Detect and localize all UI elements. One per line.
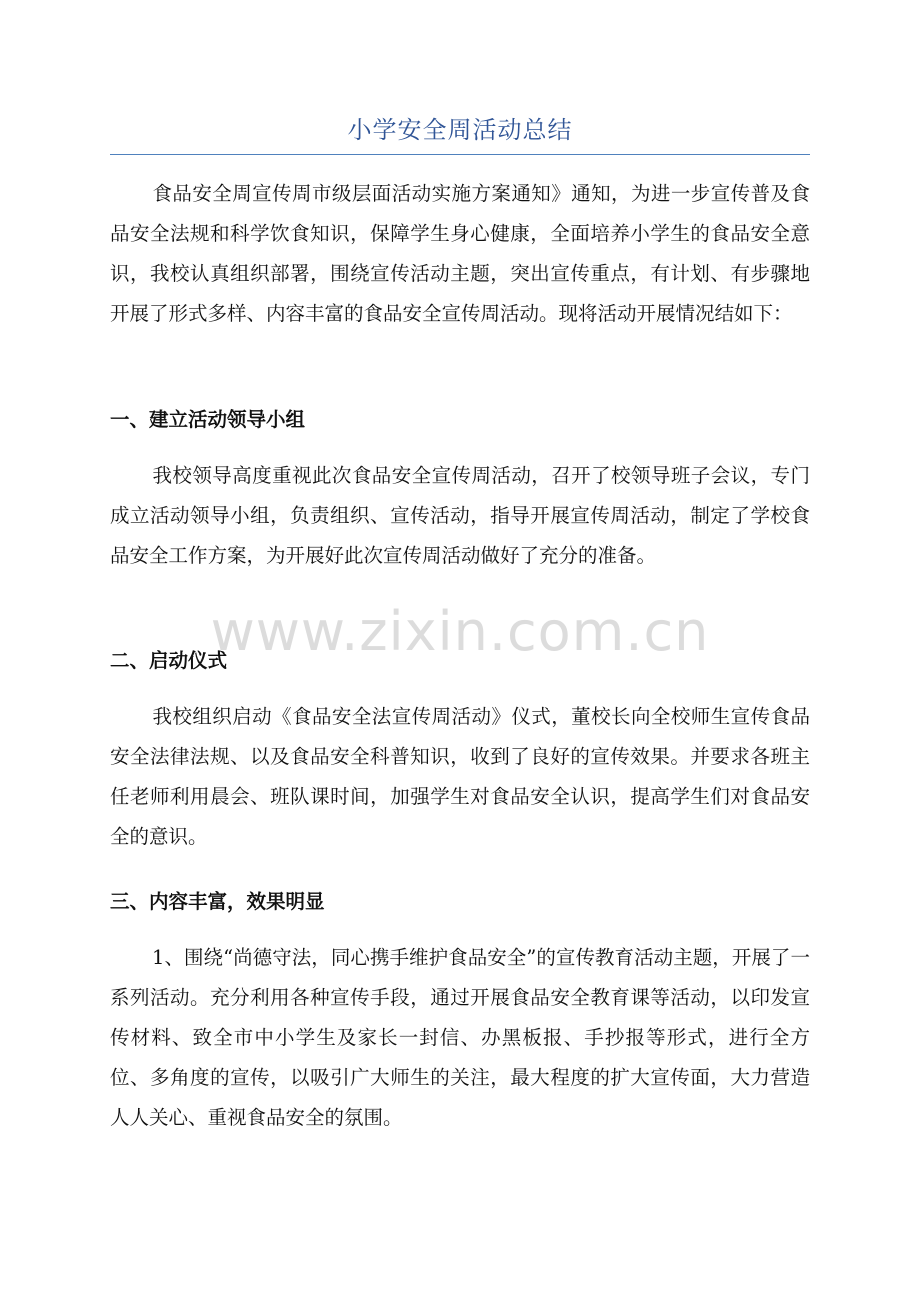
title-underline — [110, 154, 810, 155]
section-heading-2: 二、启动仪式 — [110, 649, 228, 672]
intro-paragraph — [110, 174, 810, 334]
section-body-1 — [110, 456, 810, 576]
section-heading-3: 三、内容丰富，效果明显 — [110, 890, 325, 913]
section-body-3 — [110, 938, 810, 1138]
section-text-2: 我校组织启动《食品安全法宣传周活动》仪式，董校长向全校师生宣传食品安全法律法规、以及食品安全科普知识，收到了良好的宣传效果。并要求各班主任老师利用晨会、班队课时间，加强学生对食品安全认识，提高学生们对食品安全的意识。 — [110, 705, 810, 848]
intro-text: 食品安全周宣传周市级层面活动实施方案通知》通知，为进一步宣传普及食品安全法规和科学饮食知识，保障学生身心健康，全面培养小学生的食品安全意识，我校认真组织部署，围绕宣传活动主题，突出宣传重点，有计划、有步骤地开展了形式多样、内容丰富的食品安全宣传周活动。现将活动开展情况结如下： — [110, 182, 810, 325]
section-text-1: 我校领导高度重视此次食品安全宣传周活动，召开了校领导班子会议，专门成立活动领导小组，负责组织、宣传活动，指导开展宣传周活动，制定了学校食品安全工作方案，为开展好此次宣传周活动做好了充分的准备。 — [110, 464, 810, 567]
section-heading-1: 一、建立活动领导小组 — [110, 408, 306, 431]
watermark: www.zixin.com.cn — [210, 600, 710, 663]
document-title: 小学安全周活动总结 — [347, 116, 573, 144]
section-body-2 — [110, 697, 810, 857]
section-text-3: 1、围绕“尚德守法，同心携手维护食品安全”的宣传教育活动主题，开展了一系列活动。充分利用各种宣传手段，通过开展食品安全教育课等活动，以印发宣传材料、致全市中小学生及家长一封信、办黑板报、手抄报等形式，进行全方位、多角度的宣传，以吸引广大师生的关注，最大程度的扩大宣传面，大力营造人人关心、重视食品安全的氛围。 — [110, 946, 810, 1129]
